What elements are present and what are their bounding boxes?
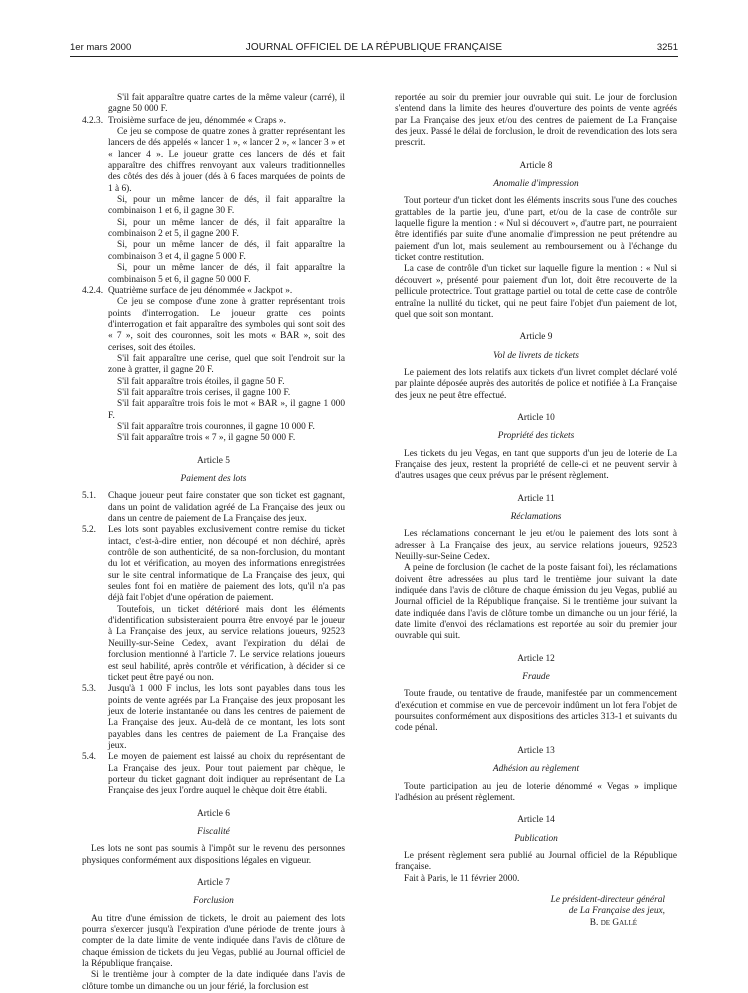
date-line: Fait à Paris, le 11 février 2000. <box>404 873 520 884</box>
paragraph: Ce jeu se compose de quatre zones à gratter représentant les lancers de dés appelés « lancer 1 », « lancer 2 », « lancer 3 » et « lancer 4 ». Le joueur gratte ces lancers de dés et fait apparaître des chiffres renvoyant aux valeurs traditionnelles des côtés des dés à jouer (dés à 6 faces marquées de points de 1 à 6). <box>108 127 345 194</box>
paragraph: Les tickets du jeu Vegas, en tant que supports d'un jeu de loterie de La Française des jeux, restent la propriété de celle-ci et ne peuvent servir à d'autres usages que ceux prévus par le présent règlement. <box>395 448 677 482</box>
article-6-heading: Article 6 <box>197 808 230 819</box>
left-column <box>82 93 345 993</box>
article-7-title: Forclusion <box>193 896 234 907</box>
paragraph: Au titre d'une émission de tickets, le droit au paiement des lots pourra s'exercer jusqu'à l'expiration d'une période de trente jours à compter de la date limite de vente indiquée dans l'avis de clôture de chaque émission de tickets du jeu Vegas, publié au Journal officiel de la République française. <box>82 913 345 970</box>
page-number: 3251 <box>656 42 678 53</box>
section-4-2-4 <box>82 286 345 445</box>
article-11-heading: Article 11 <box>517 493 555 504</box>
page-header <box>70 40 678 57</box>
right-column <box>395 93 677 929</box>
issue-date: 1er mars 2000 <box>70 42 132 53</box>
section-number: 5.4. <box>82 752 97 763</box>
paragraph: S'il fait apparaître trois étoiles, il gagne 50 F. <box>117 376 285 387</box>
article-8-body <box>395 196 677 321</box>
section-title: Quatrième surface de jeu dénommée « Jackpot ». <box>108 285 293 296</box>
article-14-heading: Article 14 <box>517 815 555 826</box>
article-7-heading: Article 7 <box>197 878 230 888</box>
article-8-title: Anomalie d'impression <box>493 179 579 190</box>
paragraph: Toute fraude, ou tentative de fraude, manifestée par un commencement d'exécution et commise en vue de percevoir indûment un lot fera l'objet de poursuites conformément aux dispositions des articles 313-1 et suivants du code pénal. <box>395 689 677 734</box>
paragraph: La case de contrôle d'un ticket sur laquelle figure la mention : « Nul si découvert », présenté pour paiement d'un lot, doit être recouverte de la pellicule protectrice. Tout grattage partiel ou total de cette case de contrôle entraîne la nullité du ticket, qui ne peut faire l'objet d'un paiement de lot, quel que soit son montant. <box>395 264 677 320</box>
article-8-heading: Article 8 <box>519 160 553 171</box>
article-5-heading: Article 5 <box>197 455 230 466</box>
paragraph: Jusqu'à 1 000 F inclus, les lots sont payables dans tous les points de vente agréés par La Française des jeux proposant les jeux de loterie instantanée ou dans les centres de paiement de La Française des jeux. Au-delà de ce montant, les lots sont payables dans les centres de paiement de La Française des jeux. <box>108 684 345 751</box>
paragraph: Chaque joueur peut faire constater que son ticket est gagnant, dans un point de validation agréé de La Française des jeux ou dans un centre de paiement de La Française des jeux. <box>108 491 345 525</box>
paragraph: Le moyen de paiement est laissé au choix du représentant de La Française des jeux. Pour tout paiement par chèque, le porteur du ticket gagnant doit indiquer au représentant de La Française des jeux l'ordre auquel le chèque doit être établi. <box>108 752 345 797</box>
section-number: 5.3. <box>82 684 97 695</box>
section-5-4 <box>82 752 345 797</box>
paragraph: Si le trentième jour à compter de la date indiquée dans l'avis de clôture tombe un dimanche ou un jour férié, la forclusion est <box>82 970 345 992</box>
paragraph: S'il fait apparaître trois cerises, il gagne 100 F. <box>117 387 291 398</box>
article-10-title: Propriété des tickets <box>497 431 575 442</box>
article-14-body <box>395 851 677 885</box>
continuation-block <box>395 93 677 150</box>
article-13-body <box>395 782 677 805</box>
paragraph: reportée au soir du premier jour ouvrable qui suit. Le jour de forclusion s'entend dans la limite des heures d'ouverture des points de vente agréés par La Française des jeux et/ou des centres de paiement de La Française des jeux. Passé le délai de forclusion, le droit de revendication des lots sera prescrit. <box>395 93 677 149</box>
paragraph: S'il fait apparaître trois fois le mot « BAR », il gagne 1 000 F. <box>108 399 345 421</box>
paragraph: Toutefois, un ticket détérioré mais dont les éléments d'identification subsisteraient pourra être envoyé par le joueur à La Française des jeux, au service relations joueurs, 92523 Neuilly-sur-Seine Cedex, avant l'expiration du délai de forclusion mentionné à l'article 7. Le service relations joueurs est seul habilité, après contrôle et vérification, à décider si ce ticket peut être payé ou non. <box>108 604 345 683</box>
article-10-body <box>395 449 677 483</box>
paragraph: Les lots ne sont pas soumis à l'impôt sur le revenu des personnes physiques conformément aux dispositions légales en vigueur. <box>82 844 345 866</box>
article-11-body <box>395 529 677 642</box>
paragraph: Le paiement des lots relatifs aux tickets d'un livret complet déclaré volé par plainte déposée auprès des autorités de police et notifiée à La Française des jeux ne peut être effectué. <box>395 367 677 401</box>
section-5-3 <box>82 684 345 752</box>
paragraph: Tout porteur d'un ticket dont les éléments inscrits sous l'une des couches grattables de la partie jeu, d'une part, et/ou de la case de contrôle sur laquelle figure la mention : « Nul si découvert », d'autre part, ne pourraient être identifiés par suite d'une anomalie d'impression ne peut prétendre au paiement d'un lot, mais seulement au remboursement ou à l'échange du ticket contre restitution. <box>395 196 677 264</box>
article-9-body <box>395 368 677 402</box>
paragraph: S'il fait apparaître trois couronnes, il gagne 10 000 F. <box>117 421 315 432</box>
article-7-body <box>82 914 345 993</box>
paragraph: Toute participation au jeu de loterie dénommé « Vegas » implique l'adhésion au présent règlement. <box>395 781 677 803</box>
article-6-title: Fiscalité <box>197 826 230 837</box>
article-12-heading: Article 12 <box>517 653 555 664</box>
article-12-title: Fraude <box>522 672 550 683</box>
paragraph: A peine de forclusion (le cachet de la poste faisant foi), les réclamations doivent être adressées au plus tard le trentième jour suivant la date indiquée dans l'avis de clôture de chaque émission du jeu Vegas, publié au Journal officiel de la République française. Si le trentième jour suivant la date indiquée dans l'avis de clôture tombe un dimanche ou un jour férié, la date limite d'envoi des réclamations est reportée au soir du premier jour ouvrable qui suit. <box>395 563 677 642</box>
journal-title: JOURNAL OFFICIEL DE LA RÉPUBLIQUE FRANÇAISE <box>245 42 503 53</box>
article-11-title: Réclamations <box>510 511 562 522</box>
article-13-heading: Article 13 <box>517 745 555 756</box>
signatory-organization: de La Française des jeux, <box>568 906 665 917</box>
section-title: Troisième surface de jeu, dénommée « Craps ». <box>108 115 286 126</box>
signatory-name: B. de Gallé <box>589 917 637 928</box>
paragraph: S'il fait apparaître une cerise, quel que soit l'endroit sur la zone à gratter, il gagne 20 F. <box>108 353 345 376</box>
signature-block <box>395 895 677 918</box>
signatory-role: Le président-directeur général <box>550 894 665 905</box>
article-10-heading: Article 10 <box>517 412 555 423</box>
paragraph: Si, pour un même lancer de dés, il fait apparaître la combinaison 2 et 5, il gagne 200 F. <box>108 217 345 240</box>
section-4-2-3 <box>82 116 345 286</box>
paragraph: S'il fait apparaître quatre cartes de la même valeur (carré), il gagne 50 000 F. <box>108 93 345 115</box>
paragraph: Les réclamations concernant le jeu et/ou le paiement des lots sont à adresser à La Française des jeux, au service relations joueurs, 92523 Neuilly-sur-Seine Cedex. <box>395 529 677 562</box>
paragraph: Si, pour un même lancer de dés, il fait apparaître la combinaison 1 et 6, il gagne 30 F. <box>108 195 345 217</box>
article-5-title: Paiement des lots <box>180 474 247 484</box>
section-5-2 <box>82 525 345 684</box>
article-9-heading: Article 9 <box>519 332 553 343</box>
article-14-title: Publication <box>514 833 558 844</box>
section-5-1 <box>82 491 345 525</box>
section-number: 5.1. <box>82 491 97 502</box>
article-12-body <box>395 689 677 734</box>
article-13-title: Adhésion au règlement <box>492 764 580 775</box>
paragraph: Si, pour un même lancer de dés, il fait apparaître la combinaison 3 et 4, il gagne 5 000 F. <box>108 240 345 262</box>
article-6-body <box>82 844 345 867</box>
section-number: 5.2. <box>82 525 97 536</box>
carre-paragraph-block <box>82 93 345 116</box>
paragraph: Si, pour un même lancer de dés, il fait apparaître la combinaison 5 et 6, il gagne 50 000 F. <box>108 263 345 285</box>
paragraph: S'il fait apparaître trois « 7 », il gagne 50 000 F. <box>117 433 296 444</box>
paragraph: Le présent règlement sera publié au Journal officiel de la République française. <box>395 850 677 873</box>
paragraph: Ce jeu se compose d'une zone à gratter représentant trois points d'interrogation. Le joueur gratte ces points d'interrogation et fait apparaître des symboles qui sont soit des « 7 », soit des couronnes, soit les mots « BAR », soit des cerises, soit des étoiles. <box>108 297 345 353</box>
section-number: 4.2.4. <box>82 285 104 296</box>
article-9-title: Vol de livrets de tickets <box>493 350 579 361</box>
section-number: 4.2.3. <box>82 115 104 126</box>
paragraph: Les lots sont payables exclusivement contre remise du ticket intact, c'est-à-dire entier, non découpé et non déchiré, après contrôle de son authenticité, de sa non-forclusion, du montant du lot et vérification, au moyen des informations enregistrées sur le site central informatique de La Française des jeux, qui seules font foi en matière de paiement des lots, qu'il n'a pas déjà fait l'objet d'une opération de paiement. <box>108 525 345 604</box>
